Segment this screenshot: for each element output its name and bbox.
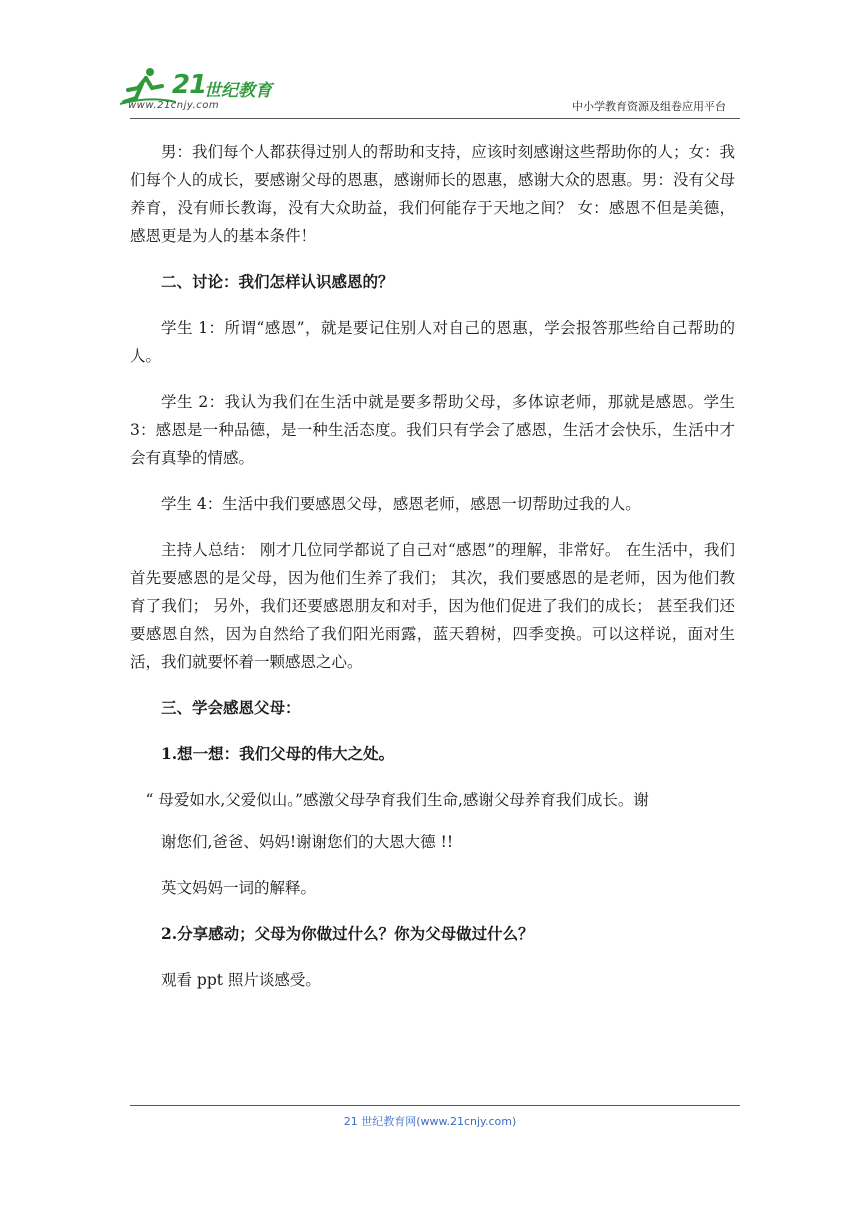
quote-line-2: 谢您们,爸爸、妈妈!谢谢您们的大恩大德 !! (161, 833, 454, 851)
host-summary-paragraph: 主持人总结： 刚才几位同学都说了自己对“感恩”的理解，非常好。 在生活中，我们首先要感恩的是父母，因为他们生养了我们； 其次，我们要感恩的是老师，因为他们教育了我们； 另外，我们还要感恩朋友和对手，因为他们促进了我们的成长； 甚至我们还要感恩自然，因为自然给了我们阳光雨露，蓝天碧树，四季变换。可以这样说，面对生活，我们就要怀着一颗感恩之心。 (130, 541, 735, 671)
student-2-3-paragraph: 学生 2：我认为我们在生活中就是要多帮助父母，多体谅老师，那就是感恩。学生 3：感恩是一种品德，是一种生活态度。我们只有学会了感恩，生活才会快乐，生活中才会有真挚的情感。 (130, 393, 735, 467)
logo-text: 世纪教育 (204, 81, 272, 101)
dialogue-paragraph: 男：我们每个人都获得过别人的帮助和支持，应该时刻感谢这些帮助你的人；女：我们每个人的成长，要感谢父母的恩惠，感谢师长的恩惠，感谢大众的恩惠。男：没有父母养育，没有师长教诲，没有大众助益，我们何能存于天地之间？ 女：感恩不但是美德，感恩更是为人的基本条件！ (130, 143, 735, 245)
section-heading-discussion: 二、讨论：我们怎样认识感恩的？ (161, 272, 394, 291)
logo-url: www.21cnjy.com (128, 100, 220, 111)
footer-divider (130, 1105, 740, 1106)
logo (120, 62, 290, 118)
page-header (120, 62, 740, 122)
english-mom-line: 英文妈妈一词的解释。 (161, 879, 317, 897)
header-divider (130, 118, 740, 119)
platform-text: 中小学教育资源及组卷应用平台 (572, 100, 726, 113)
student-4-paragraph: 学生 4：生活中我们要感恩父母，感恩老师，感恩一切帮助过我的人。 (161, 495, 641, 513)
quote-line-1: “ 母爱如水,父爱似山。”感激父母孕育我们生命,感谢父母养育我们成长。谢 (145, 791, 649, 809)
logo-number: 21 (172, 70, 207, 100)
student-1-paragraph: 学生 1：所谓“感恩”，就是要记住别人对自己的恩惠，学会报答那些给自己帮助的人。 (130, 319, 735, 365)
subheading-share: 2.分享感动；父母为你做过什么？你为父母做过什么？ (161, 924, 534, 943)
ppt-line: 观看 ppt 照片谈感受。 (161, 971, 321, 989)
footer-link[interactable]: 21 世纪教育网(www.21cnjy.com) (343, 1115, 517, 1128)
document-body (130, 138, 735, 994)
section-heading-parents: 三、学会感恩父母： (161, 698, 301, 717)
subheading-think: 1.想一想：我们父母的伟大之处。 (161, 744, 395, 763)
